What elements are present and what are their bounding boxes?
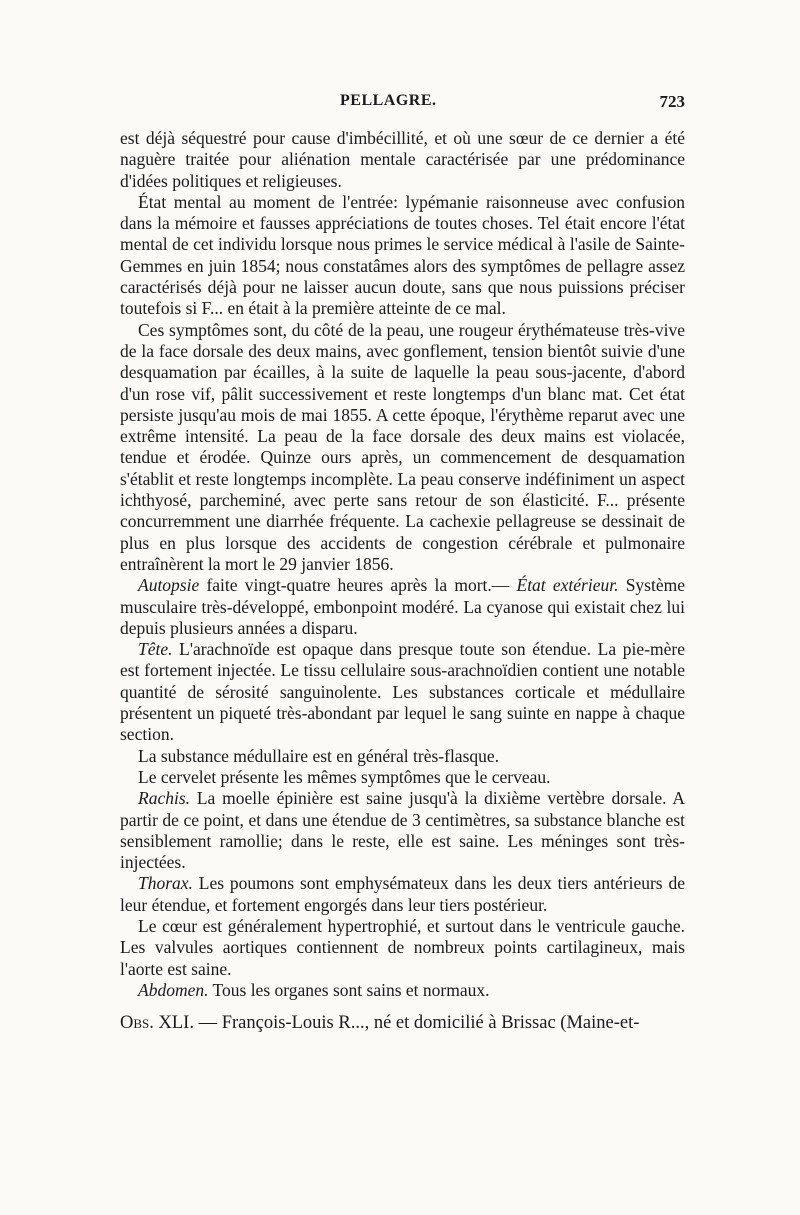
head-text: L'arachnoïde est opaque dans presque toute son étendue. La pie-mère est fortement injectée. Le tissu cellulaire sous-arachnoïdien contient une notable quantité de sérosité sanguinolente. Les substances corticale et médullaire présentent un piqueté très-abondant par lequel le sang suinte en nappe à chaque section. xyxy=(120,639,685,745)
paragraph-spine xyxy=(120,788,685,873)
paragraph-continuation: est déjà séquestré pour cause d'imbécillité, et où une sœur de ce dernier a été naguère traitée pour aliénation mentale caractérisée par une prédominance d'idées politiques et religieuses. xyxy=(120,128,685,191)
spine-heading: Rachis. xyxy=(138,788,191,809)
abdomen-heading: Abdomen. xyxy=(138,979,209,1000)
paragraph-mental-state: État mental au moment de l'entrée: lypémanie raisonneuse avec confusion dans la mémoire et fausses appréciations de toutes choses. Tel était encore l'état mental de cet individu lorsque nous primes le service médical à l'asile de Sainte-Gemmes en juin 1854; nous constatâmes alors des symptômes de pellagre assez caractérisés déjà pour ne laisser aucun doute, sans que nous puissions préciser toutefois si F... en était à la première atteinte de ce mal. xyxy=(120,191,685,319)
autopsy-text-2: Système musculaire très-développé, embonpoint modéré. La cyanose qui existait chez lui depuis plusieurs années a disparu. xyxy=(120,575,685,638)
observation-text: — François-Louis R..., né et domicilié à Brissac (Maine-et- xyxy=(193,1013,640,1034)
paragraph-symptoms: Ces symptômes sont, du côté de la peau, une rougeur érythémateuse très-vive de la face dorsale des deux mains, avec gonflement, tension bientôt suivie d'une desquamation par écailles, à la suite de laquelle la peau sous-jacente, d'abord d'un rose vif, pâlit successivement et reste longtemps d'un blanc mat. Cet état persiste jusqu'au mois de mai 1855. A cette époque, l'érythème reparut avec une extrême intensité. La peau de la face dorsale des deux mains est violacée, tendue et érodée. Quinze ours après, un commencement de desquamation s'établit et reste longtemps incomplète. La peau conserve indéfiniment un aspect ichthyosé, parcheminé, avec perte sans retour de son élasticité. F... présente concurremment une diarrhée fréquente. La cachexie pellagreuse se dessinait de plus en plus lorsque des accidents de congestion cérébrale et pulmonaire entraînèrent la mort le 29 janvier 1856. xyxy=(120,319,685,574)
page-header xyxy=(120,92,685,114)
paragraph-heart: Le cœur est généralement hypertrophié, et surtout dans le ventricule gauche. Les valvules aortiques contiennent de nombreux points cartilagineux, mais l'aorte est saine. xyxy=(120,915,685,979)
paragraph-head xyxy=(120,639,685,745)
page-number: 723 xyxy=(659,92,685,111)
paragraph-cerebellum: Le cervelet présente les mêmes symptômes que le cerveau. xyxy=(138,766,551,787)
autopsy-heading: Autopsie xyxy=(138,575,200,596)
external-state-heading: État extérieur. xyxy=(516,575,619,596)
paragraph-autopsy xyxy=(120,575,685,639)
autopsy-text-1: faite vingt-quatre heures après la mort.— xyxy=(199,575,517,596)
thorax-text: Les poumons sont emphysémateux dans les deux tiers antérieurs de leur étendue, et fortement engorgés dans leur tiers postérieur. xyxy=(120,873,685,915)
head-heading: Tête. xyxy=(138,639,173,660)
paragraph-abdomen xyxy=(120,980,685,1001)
paragraph-medullary: La substance médullaire est en général très-flasque. xyxy=(138,745,500,766)
abdomen-text: Tous les organes sont sains et normaux. xyxy=(208,979,490,1000)
paragraph-observation xyxy=(120,1013,685,1034)
page-body xyxy=(120,128,685,1034)
observation-number: Obs. XLI. xyxy=(120,1013,194,1034)
running-title: PELLAGRE. xyxy=(340,92,437,109)
paragraph-thorax xyxy=(120,873,685,916)
spine-text: La moelle épinière est saine jusqu'à la dixième vertèbre dorsale. A partir de ce point, et dans une étendue de 3 centimètres, sa substance blanche est sensiblement ramollie; dans le reste, elle est saine. Les méninges sont très-injectées. xyxy=(120,788,685,873)
thorax-heading: Thorax. xyxy=(138,873,193,894)
